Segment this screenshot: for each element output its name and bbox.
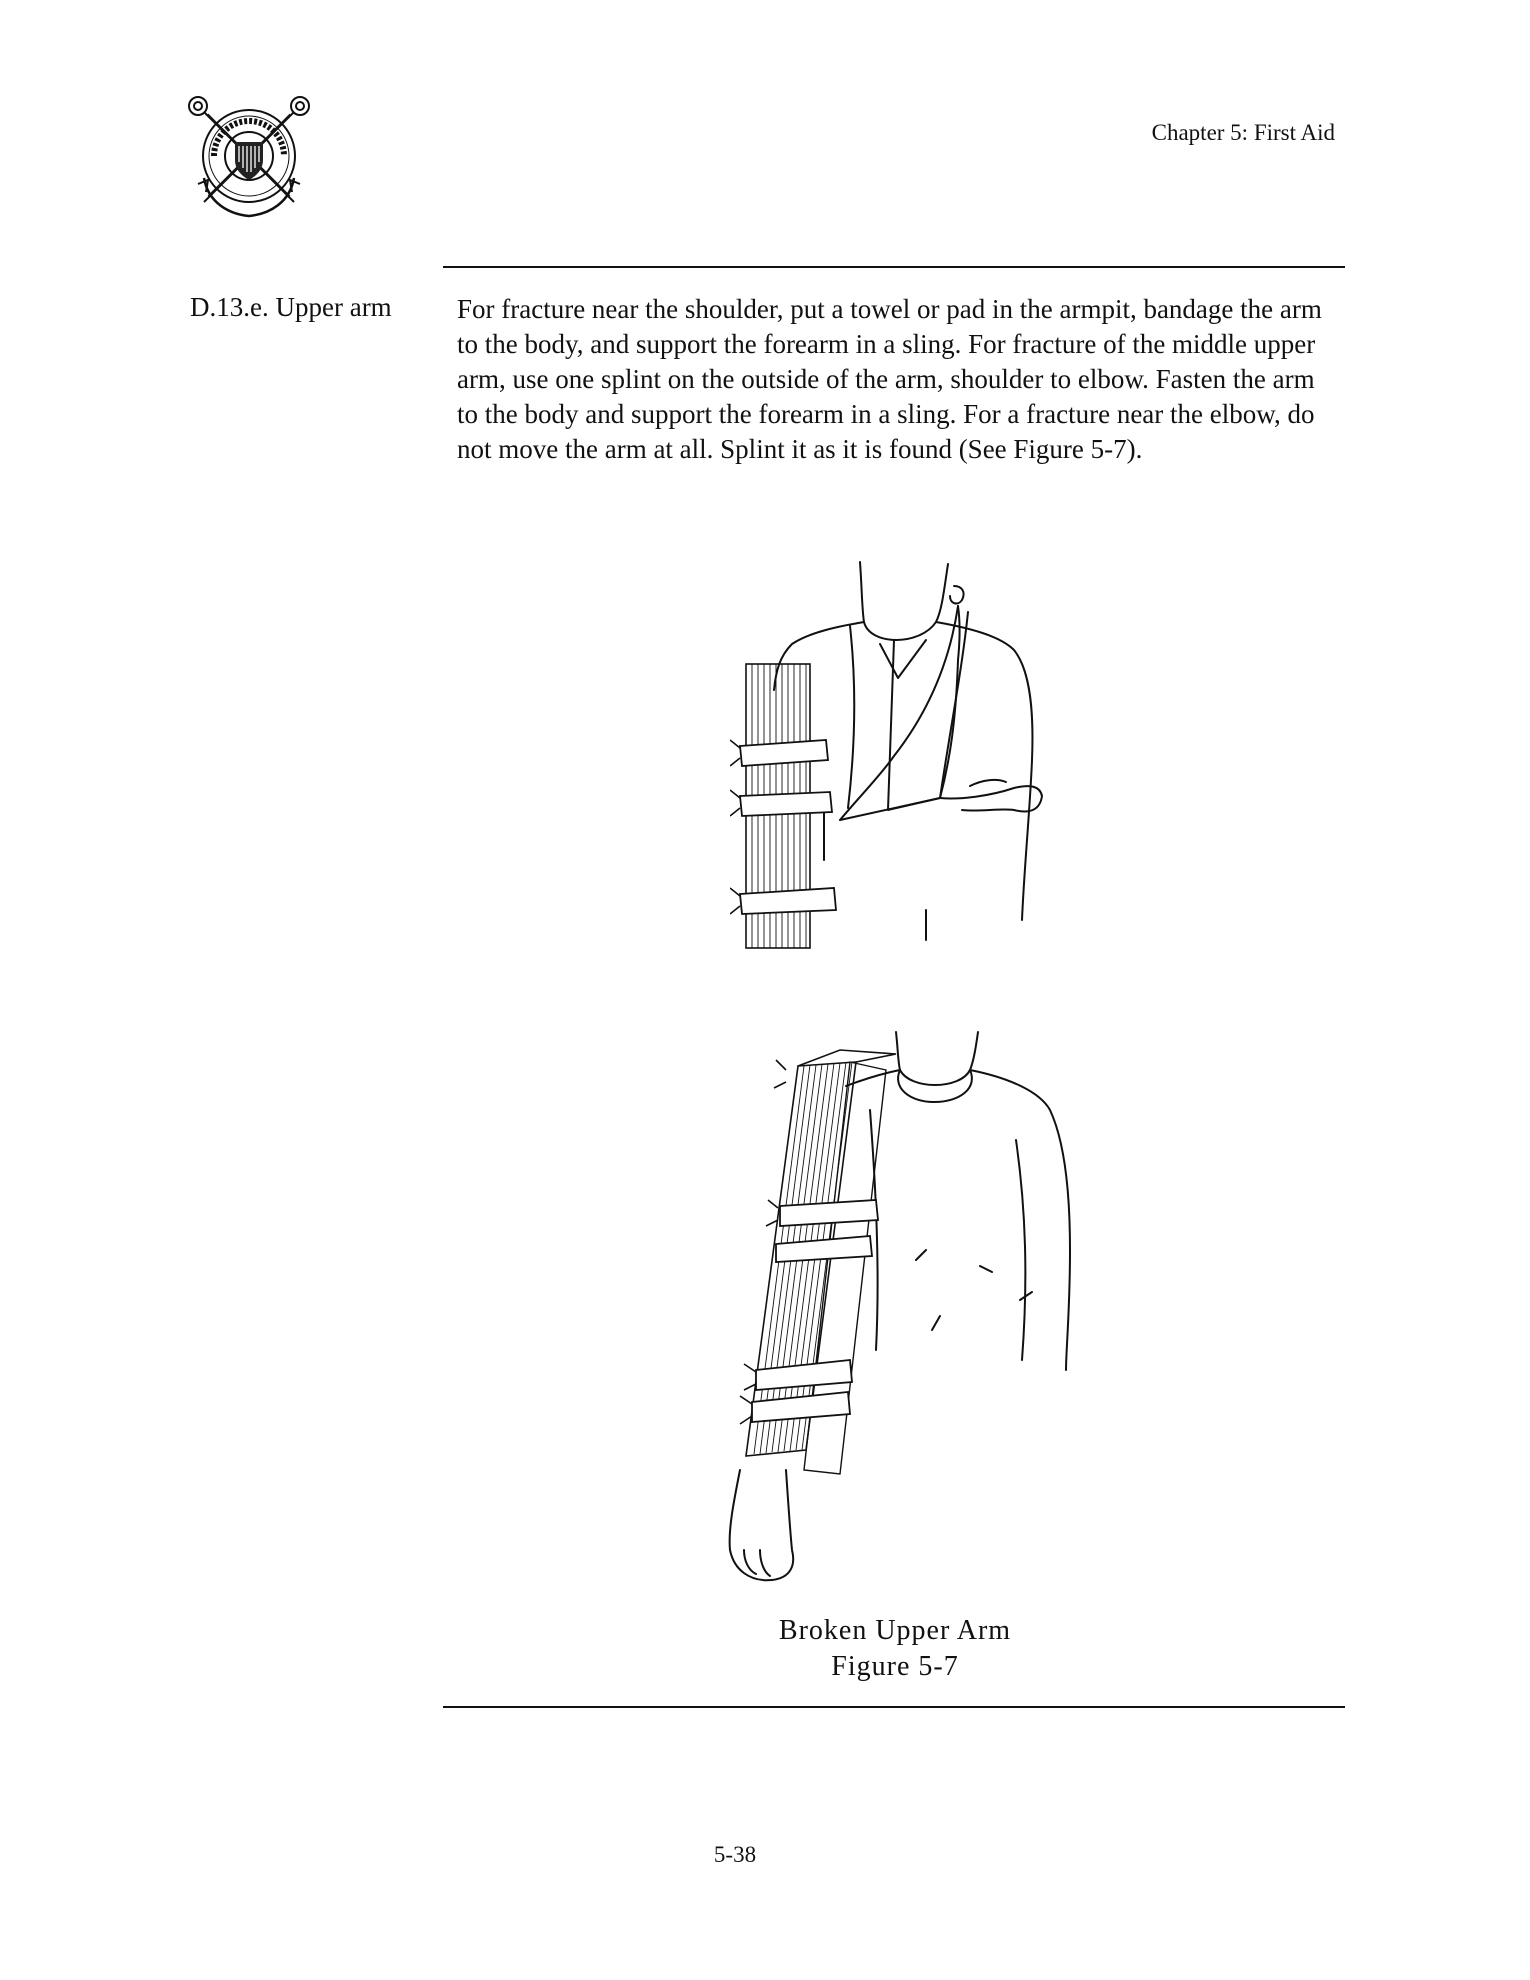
bottom-rule	[443, 1706, 1345, 1708]
figure-caption	[680, 1613, 1110, 1685]
top-rule	[443, 266, 1345, 268]
figure-caption-number: Figure 5-7	[831, 1651, 959, 1682]
section-body	[457, 292, 1337, 467]
long-arm-splint-illustration	[720, 1030, 1100, 1590]
uscg-emblem-icon	[178, 90, 320, 224]
running-head: Chapter 5: First Aid	[1151, 120, 1335, 145]
page-number: 5-38	[713, 1842, 757, 1867]
arm-sling-splint-illustration	[730, 560, 1060, 950]
section-label: D.13.e. Upper arm	[190, 292, 392, 322]
section-paragraph: For fracture near the shoulder, put a towel or pad in the armpit, bandage the arm to the body, and support the forearm in a sling. For fracture of the middle upper arm, use one splint on the outside of the arm, shoulder to elbow. Fasten the arm to the body and support the forearm in a sling. For a fracture near the elbow, do not move the arm at all. Splint it as it is found (See Figure 5-7).	[457, 294, 1322, 464]
figure-caption-title: Broken Upper Arm	[778, 1615, 1012, 1646]
